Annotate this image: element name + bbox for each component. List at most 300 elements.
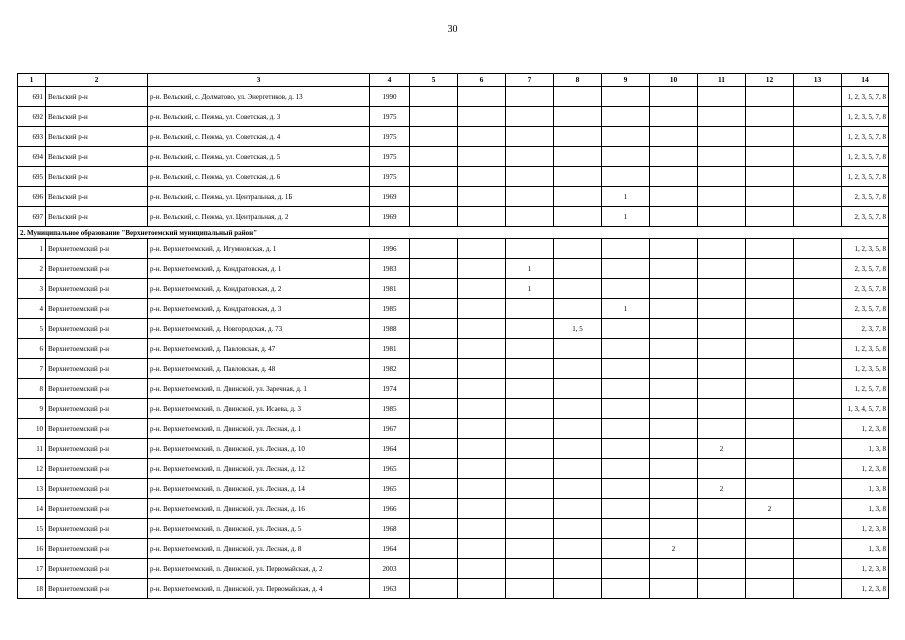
col10-cell (650, 479, 698, 499)
table-row (18, 479, 889, 499)
col7-cell: 1 (506, 279, 554, 299)
table-row (18, 259, 889, 279)
col5-cell (410, 87, 458, 107)
col8-cell (554, 519, 602, 539)
table-row (18, 359, 889, 379)
col11-cell (698, 419, 746, 439)
address-cell: р-н. Верхнетоемский, д. Игумновская, д. 1 (148, 239, 370, 259)
address-cell: р-н. Вельский, с. Пежма, ул. Советская, д. 6 (148, 167, 370, 187)
table-row (18, 319, 889, 339)
col11-cell (698, 379, 746, 399)
col10-cell (650, 279, 698, 299)
col8-cell (554, 399, 602, 419)
col8-cell (554, 299, 602, 319)
col13-cell (794, 359, 842, 379)
col6-cell (458, 259, 506, 279)
col14-cell: 1, 2, 3, 8 (842, 559, 889, 579)
col13-cell (794, 187, 842, 207)
year-cell: 1975 (370, 127, 410, 147)
col8-cell (554, 107, 602, 127)
col12-cell (746, 107, 794, 127)
column-header-3: 3 (148, 74, 370, 87)
col7-cell (506, 579, 554, 599)
row-number-cell: 8 (18, 379, 46, 399)
year-cell: 1985 (370, 299, 410, 319)
year-cell: 1963 (370, 579, 410, 599)
col12-cell (746, 167, 794, 187)
address-cell: р-н. Верхнетоемский, д. Кондратовская, д. 3 (148, 299, 370, 319)
col8-cell (554, 439, 602, 459)
district-cell: Верхнетоемский р-н (46, 579, 148, 599)
col6-cell (458, 579, 506, 599)
col13-cell (794, 299, 842, 319)
col6-cell (458, 127, 506, 147)
col13-cell (794, 459, 842, 479)
year-cell: 1967 (370, 419, 410, 439)
row-number-cell: 9 (18, 399, 46, 419)
col14-cell: 2, 3, 5, 7, 8 (842, 279, 889, 299)
col10-cell (650, 499, 698, 519)
col14-cell: 1, 2, 3, 5, 7, 8 (842, 167, 889, 187)
table-row (18, 279, 889, 299)
col9-cell (602, 459, 650, 479)
col7-cell (506, 379, 554, 399)
col5-cell (410, 299, 458, 319)
col8-cell (554, 539, 602, 559)
column-header-7: 7 (506, 74, 554, 87)
column-header-6: 6 (458, 74, 506, 87)
col14-cell: 2, 3, 7, 8 (842, 319, 889, 339)
col13-cell (794, 539, 842, 559)
table-row (18, 147, 889, 167)
year-cell: 1981 (370, 279, 410, 299)
col13-cell (794, 479, 842, 499)
year-cell: 1996 (370, 239, 410, 259)
col8-cell (554, 459, 602, 479)
year-cell: 1974 (370, 379, 410, 399)
col9-cell (602, 479, 650, 499)
address-cell: р-н. Вельский, с. Пежма, ул. Советская, д. 5 (148, 147, 370, 167)
row-number-cell: 692 (18, 107, 46, 127)
year-cell: 1983 (370, 259, 410, 279)
table-row (18, 239, 889, 259)
col10-cell (650, 339, 698, 359)
col11-cell (698, 279, 746, 299)
col11-cell (698, 299, 746, 319)
col7-cell (506, 299, 554, 319)
col5-cell (410, 339, 458, 359)
col10-cell (650, 319, 698, 339)
col6-cell (458, 419, 506, 439)
district-cell: Вельский р-н (46, 127, 148, 147)
col9-cell (602, 419, 650, 439)
district-cell: Вельский р-н (46, 167, 148, 187)
col5-cell (410, 279, 458, 299)
col13-cell (794, 419, 842, 439)
address-cell: р-н. Верхнетоемский, п. Двинской, ул. Первомайская, д. 4 (148, 579, 370, 599)
col6-cell (458, 239, 506, 259)
district-cell: Верхнетоемский р-н (46, 299, 148, 319)
col5-cell (410, 579, 458, 599)
address-cell: р-н. Верхнетоемский, д. Кондратовская, д. 1 (148, 259, 370, 279)
col12-cell: 2 (746, 499, 794, 519)
table-row (18, 439, 889, 459)
district-cell: Вельский р-н (46, 207, 148, 227)
col7-cell (506, 439, 554, 459)
col7-cell (506, 339, 554, 359)
col11-cell (698, 399, 746, 419)
col8-cell (554, 579, 602, 599)
col14-cell: 1, 3, 4, 5, 7, 8 (842, 399, 889, 419)
col12-cell (746, 519, 794, 539)
col12-cell (746, 379, 794, 399)
col14-cell: 1, 2, 5, 7, 8 (842, 379, 889, 399)
address-cell: р-н. Вельский, с. Пежма, ул. Центральная, д. 1Б (148, 187, 370, 207)
year-cell: 1965 (370, 479, 410, 499)
col12-cell (746, 127, 794, 147)
col7-cell (506, 479, 554, 499)
col8-cell (554, 359, 602, 379)
col6-cell (458, 187, 506, 207)
col5-cell (410, 107, 458, 127)
address-cell: р-н. Верхнетоемский, п. Двинской, ул. Лесная, д. 1 (148, 419, 370, 439)
district-cell: Вельский р-н (46, 147, 148, 167)
col6-cell (458, 439, 506, 459)
col14-cell: 2, 3, 5, 7, 8 (842, 299, 889, 319)
year-cell: 1969 (370, 207, 410, 227)
address-cell: р-н. Верхнетоемский, д. Новгородская, д. 73 (148, 319, 370, 339)
address-cell: р-н. Вельский, с. Пежма, ул. Центральная, д. 2 (148, 207, 370, 227)
register-table (17, 73, 889, 599)
col11-cell (698, 259, 746, 279)
col6-cell (458, 87, 506, 107)
district-cell: Верхнетоемский р-н (46, 339, 148, 359)
col13-cell (794, 239, 842, 259)
col13-cell (794, 379, 842, 399)
table-row (18, 399, 889, 419)
col6-cell (458, 207, 506, 227)
col10-cell (650, 259, 698, 279)
column-header-5: 5 (410, 74, 458, 87)
col12-cell (746, 539, 794, 559)
col11-cell (698, 319, 746, 339)
col10-cell (650, 379, 698, 399)
col12-cell (746, 239, 794, 259)
col14-cell: 2, 3, 5, 7, 8 (842, 187, 889, 207)
col5-cell (410, 459, 458, 479)
col6-cell (458, 147, 506, 167)
col7-cell (506, 399, 554, 419)
col13-cell (794, 259, 842, 279)
row-number-cell: 5 (18, 319, 46, 339)
col11-cell (698, 167, 746, 187)
column-header-1: 1 (18, 74, 46, 87)
col8-cell: 1, 5 (554, 319, 602, 339)
col14-cell: 1, 3, 8 (842, 439, 889, 459)
col9-cell (602, 519, 650, 539)
year-cell: 1969 (370, 187, 410, 207)
address-cell: р-н. Верхнетоемский, п. Двинской, ул. Лесная, д. 10 (148, 439, 370, 459)
column-header-11: 11 (698, 74, 746, 87)
row-number-cell: 16 (18, 539, 46, 559)
col5-cell (410, 479, 458, 499)
col7-cell: 1 (506, 259, 554, 279)
col6-cell (458, 319, 506, 339)
col9-cell (602, 539, 650, 559)
col8-cell (554, 339, 602, 359)
district-cell: Верхнетоемский р-н (46, 459, 148, 479)
row-number-cell: 14 (18, 499, 46, 519)
col6-cell (458, 379, 506, 399)
col5-cell (410, 559, 458, 579)
col9-cell: 1 (602, 187, 650, 207)
col8-cell (554, 259, 602, 279)
col11-cell (698, 339, 746, 359)
col12-cell (746, 559, 794, 579)
table-row (18, 539, 889, 559)
year-cell: 1966 (370, 499, 410, 519)
address-cell: р-н. Верхнетоемский, п. Двинской, ул. Лесная, д. 8 (148, 539, 370, 559)
year-cell: 1975 (370, 107, 410, 127)
col14-cell: 1, 3, 8 (842, 539, 889, 559)
table-row (18, 187, 889, 207)
col7-cell (506, 319, 554, 339)
col7-cell (506, 519, 554, 539)
col6-cell (458, 559, 506, 579)
col11-cell (698, 539, 746, 559)
col9-cell (602, 239, 650, 259)
district-cell: Верхнетоемский р-н (46, 259, 148, 279)
column-header-2: 2 (46, 74, 148, 87)
col6-cell (458, 107, 506, 127)
col12-cell (746, 479, 794, 499)
col9-cell (602, 319, 650, 339)
col10-cell (650, 187, 698, 207)
row-number-cell: 10 (18, 419, 46, 439)
col14-cell: 1, 2, 3, 5, 8 (842, 339, 889, 359)
section-title: 2. Муниципальное образование "Верхнетоемский муниципальный район" (18, 227, 889, 239)
col10-cell (650, 299, 698, 319)
district-cell: Верхнетоемский р-н (46, 359, 148, 379)
district-cell: Верхнетоемский р-н (46, 379, 148, 399)
col8-cell (554, 499, 602, 519)
column-header-12: 12 (746, 74, 794, 87)
col7-cell (506, 107, 554, 127)
col8-cell (554, 87, 602, 107)
address-cell: р-н. Верхнетоемский, д. Павловская, д. 47 (148, 339, 370, 359)
year-cell: 1965 (370, 459, 410, 479)
year-cell: 1964 (370, 539, 410, 559)
col13-cell (794, 127, 842, 147)
table-row (18, 87, 889, 107)
row-number-cell: 17 (18, 559, 46, 579)
col5-cell (410, 419, 458, 439)
col13-cell (794, 579, 842, 599)
col7-cell (506, 127, 554, 147)
col6-cell (458, 279, 506, 299)
col14-cell: 1, 2, 3, 8 (842, 419, 889, 439)
row-number-cell: 693 (18, 127, 46, 147)
col10-cell (650, 579, 698, 599)
col14-cell: 1, 2, 3, 5, 7, 8 (842, 107, 889, 127)
col11-cell (698, 559, 746, 579)
col11-cell (698, 147, 746, 167)
col8-cell (554, 127, 602, 147)
col10-cell (650, 147, 698, 167)
col5-cell (410, 499, 458, 519)
district-cell: Верхнетоемский р-н (46, 559, 148, 579)
table-row (18, 339, 889, 359)
col7-cell (506, 419, 554, 439)
column-header-14: 14 (842, 74, 889, 87)
row-number-cell: 6 (18, 339, 46, 359)
col9-cell (602, 279, 650, 299)
col11-cell (698, 107, 746, 127)
row-number-cell: 695 (18, 167, 46, 187)
col14-cell: 2, 3, 5, 7, 8 (842, 207, 889, 227)
col8-cell (554, 379, 602, 399)
col7-cell (506, 359, 554, 379)
col10-cell (650, 359, 698, 379)
year-cell: 2003 (370, 559, 410, 579)
col10-cell (650, 459, 698, 479)
row-number-cell: 7 (18, 359, 46, 379)
col5-cell (410, 539, 458, 559)
address-cell: р-н. Верхнетоемский, д. Павловская, д. 48 (148, 359, 370, 379)
col14-cell: 1, 2, 3, 5, 7, 8 (842, 147, 889, 167)
row-number-cell: 12 (18, 459, 46, 479)
col8-cell (554, 207, 602, 227)
table-row (18, 459, 889, 479)
year-cell: 1975 (370, 147, 410, 167)
col14-cell: 1, 2, 3, 8 (842, 459, 889, 479)
col12-cell (746, 87, 794, 107)
col10-cell (650, 399, 698, 419)
column-header-13: 13 (794, 74, 842, 87)
table-row (18, 299, 889, 319)
address-cell: р-н. Верхнетоемский, п. Двинской, ул. Заречная, д. 1 (148, 379, 370, 399)
district-cell: Верхнетоемский р-н (46, 439, 148, 459)
address-cell: р-н. Вельский, с. Долматово, ул. Энергетиков, д. 13 (148, 87, 370, 107)
address-cell: р-н. Верхнетоемский, п. Двинской, ул. Лесная, д. 5 (148, 519, 370, 539)
col11-cell (698, 207, 746, 227)
col7-cell (506, 87, 554, 107)
address-cell: р-н. Вельский, с. Пежма, ул. Советская, д. 4 (148, 127, 370, 147)
col7-cell (506, 239, 554, 259)
table-row (18, 419, 889, 439)
col14-cell: 2, 3, 5, 7, 8 (842, 259, 889, 279)
district-cell: Верхнетоемский р-н (46, 419, 148, 439)
col9-cell (602, 107, 650, 127)
row-number-cell: 13 (18, 479, 46, 499)
table-row (18, 579, 889, 599)
table-row (18, 127, 889, 147)
col8-cell (554, 167, 602, 187)
row-number-cell: 696 (18, 187, 46, 207)
col14-cell: 1, 3, 8 (842, 479, 889, 499)
col14-cell: 1, 2, 3, 8 (842, 519, 889, 539)
col5-cell (410, 439, 458, 459)
col9-cell (602, 379, 650, 399)
col13-cell (794, 399, 842, 419)
col14-cell: 1, 2, 3, 5, 7, 8 (842, 87, 889, 107)
col9-cell: 1 (602, 299, 650, 319)
col10-cell (650, 559, 698, 579)
year-cell: 1985 (370, 399, 410, 419)
year-cell: 1982 (370, 359, 410, 379)
column-header-9: 9 (602, 74, 650, 87)
col10-cell (650, 167, 698, 187)
col13-cell (794, 319, 842, 339)
col12-cell (746, 319, 794, 339)
address-cell: р-н. Верхнетоемский, д. Кондратовская, д. 2 (148, 279, 370, 299)
year-cell: 1988 (370, 319, 410, 339)
col5-cell (410, 147, 458, 167)
col9-cell (602, 167, 650, 187)
col10-cell: 2 (650, 539, 698, 559)
col12-cell (746, 187, 794, 207)
district-cell: Верхнетоемский р-н (46, 239, 148, 259)
col10-cell (650, 519, 698, 539)
district-cell: Верхнетоемский р-н (46, 539, 148, 559)
col11-cell (698, 127, 746, 147)
col7-cell (506, 459, 554, 479)
col13-cell (794, 207, 842, 227)
col5-cell (410, 379, 458, 399)
col10-cell (650, 439, 698, 459)
col12-cell (746, 419, 794, 439)
col6-cell (458, 399, 506, 419)
header-row (18, 74, 889, 87)
col8-cell (554, 479, 602, 499)
address-cell: р-н. Верхнетоемский, п. Двинской, ул. Первомайская, д. 2 (148, 559, 370, 579)
col14-cell: 1, 3, 8 (842, 499, 889, 519)
row-number-cell: 697 (18, 207, 46, 227)
district-cell: Верхнетоемский р-н (46, 319, 148, 339)
col9-cell (602, 87, 650, 107)
table-row (18, 559, 889, 579)
col8-cell (554, 559, 602, 579)
col12-cell (746, 359, 794, 379)
col13-cell (794, 439, 842, 459)
col5-cell (410, 319, 458, 339)
col6-cell (458, 499, 506, 519)
col9-cell (602, 579, 650, 599)
col6-cell (458, 299, 506, 319)
col11-cell (698, 187, 746, 207)
table-row (18, 107, 889, 127)
address-cell: р-н. Верхнетоемский, п. Двинской, ул. Исаева, д. 3 (148, 399, 370, 419)
row-number-cell: 1 (18, 239, 46, 259)
year-cell: 1975 (370, 167, 410, 187)
col14-cell: 1, 2, 3, 5, 8 (842, 359, 889, 379)
col12-cell (746, 299, 794, 319)
col11-cell (698, 239, 746, 259)
col7-cell (506, 559, 554, 579)
col13-cell (794, 519, 842, 539)
col12-cell (746, 339, 794, 359)
year-cell: 1990 (370, 87, 410, 107)
year-cell: 1968 (370, 519, 410, 539)
col11-cell: 2 (698, 439, 746, 459)
col9-cell (602, 339, 650, 359)
table-row (18, 499, 889, 519)
col11-cell (698, 499, 746, 519)
row-number-cell: 694 (18, 147, 46, 167)
col5-cell (410, 167, 458, 187)
col5-cell (410, 399, 458, 419)
col8-cell (554, 419, 602, 439)
